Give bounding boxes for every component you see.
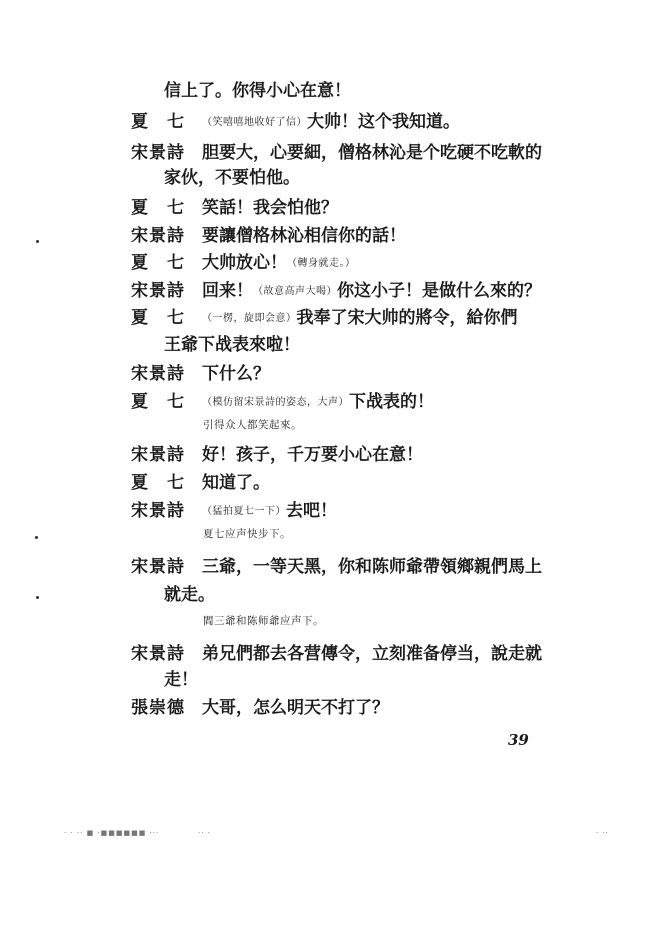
dialogue-text: 就走。 <box>164 585 215 605</box>
dialogue-text: 大哥，怎么明天不打了？ <box>202 698 389 718</box>
dialogue-speech: 下战表的！ <box>349 392 434 412</box>
stage-direction-inline: （一楞，旋即会意） <box>202 313 297 324</box>
scan-speck <box>36 596 39 599</box>
dialogue-line <box>0 248 656 278</box>
speaker-name: 宋景詩 <box>131 281 185 301</box>
dialogue-speech: 我奉了宋大帅的將令，給你們 <box>296 308 518 328</box>
speaker-name: 宋景詩 <box>131 557 185 577</box>
dialogue-line <box>0 303 656 333</box>
speaker-name: 夏 七 <box>131 253 185 273</box>
stage-direction-text: 引得众人都笑起來。 <box>203 419 302 431</box>
dialogue-text: 三爺，一等天黑，你和陈师爺帶領鄉親們馬上 <box>202 557 542 577</box>
dialogue-line <box>0 221 656 251</box>
dialogue-line <box>0 387 656 417</box>
dialogue-continuation <box>0 665 656 695</box>
speaker-name: 宋景詩 <box>131 226 185 246</box>
dialogue-line <box>0 693 656 723</box>
dialogue-line <box>0 107 656 137</box>
speaker-name: 夏 七 <box>131 392 185 412</box>
scan-speck <box>35 536 38 539</box>
dialogue-continuation <box>0 580 656 610</box>
stage-direction-inline: （轉身就走。） <box>287 258 356 269</box>
speaker-name: 夏 七 <box>131 473 185 493</box>
dialogue-text: 知道了。 <box>202 473 270 493</box>
dialogue-text <box>202 303 596 328</box>
dialogue-continuation <box>0 76 656 106</box>
dialogue-text <box>202 248 596 273</box>
scan-artifact: · ·· <box>596 829 609 837</box>
speaker-name: 宋景詩 <box>131 644 185 664</box>
dialogue-text: 笑話！我会怕他？ <box>202 198 338 218</box>
dialogue-line <box>0 440 656 470</box>
dialogue-speech: 大帅！这个我知道。 <box>307 112 460 132</box>
stage-direction-inline: （故意高声大喝） <box>253 286 337 297</box>
speaker-name: 夏 七 <box>131 308 185 328</box>
speaker-name: 宋景詩 <box>131 501 185 521</box>
dialogue-text: 信上了。你得小心在意！ <box>164 81 351 101</box>
dialogue-speech: 回来！ <box>202 281 253 301</box>
speaker-name: 宋景詩 <box>131 364 185 384</box>
dialogue-text <box>202 496 596 521</box>
dialogue-text: 弟兄們都去各营傳令，立刻准备停当，說走就 <box>202 644 542 664</box>
dialogue-text: 王爺下战表來啦！ <box>164 335 300 355</box>
dialogue-text: 走！ <box>164 670 198 690</box>
scan-speck <box>36 240 39 243</box>
dialogue-line <box>0 552 656 582</box>
dialogue-continuation <box>0 330 656 360</box>
dialogue-text <box>202 276 596 301</box>
dialogue-speech: 你这小子！是做什么來的？ <box>337 281 541 301</box>
dialogue-line <box>0 359 656 389</box>
dialogue-text <box>202 387 596 412</box>
dialogue-text <box>202 107 596 132</box>
dialogue-text: 下什么？ <box>202 364 270 384</box>
scan-artifact: · · ·· ■ ·■■■■■■ ··· <box>64 829 160 837</box>
stage-direction-text: 閻三爺和陈师爺应声下。 <box>203 615 324 627</box>
dialogue-text: 好！孩子，千万要小心在意！ <box>202 445 423 465</box>
dialogue-speech: 大帅放心！ <box>202 253 287 273</box>
dialogue-speech: 去吧！ <box>286 501 337 521</box>
dialogue-line <box>0 193 656 223</box>
page-number: 39 <box>508 731 529 749</box>
speaker-name: 宋景詩 <box>131 143 185 163</box>
speaker-name: 夏 七 <box>131 112 185 132</box>
dialogue-line <box>0 496 656 526</box>
stage-direction-inline: （模仿留宋景詩的姿态，大声） <box>202 397 349 408</box>
dialogue-line <box>0 276 656 306</box>
speaker-name: 宋景詩 <box>131 445 185 465</box>
stage-direction-inline: （猛拍夏七一下） <box>202 506 286 517</box>
scan-artifact: ·· · <box>198 829 211 837</box>
dialogue-continuation <box>0 163 656 193</box>
stage-direction-inline: （笑嘻嘻地收好了信） <box>202 117 307 128</box>
stage-direction-text: 夏七应声快步下。 <box>203 528 291 540</box>
dialogue-text: 家伙，不要怕他。 <box>164 168 300 188</box>
speaker-name: 張崇德 <box>131 698 185 718</box>
dialogue-text: 要讓僧格林沁相信你的話！ <box>202 226 406 246</box>
dialogue-text: 胆要大，心要細，僧格林沁是个吃硬不吃軟的 <box>202 143 542 163</box>
dialogue-line <box>0 468 656 498</box>
speaker-name: 夏 七 <box>131 198 185 218</box>
